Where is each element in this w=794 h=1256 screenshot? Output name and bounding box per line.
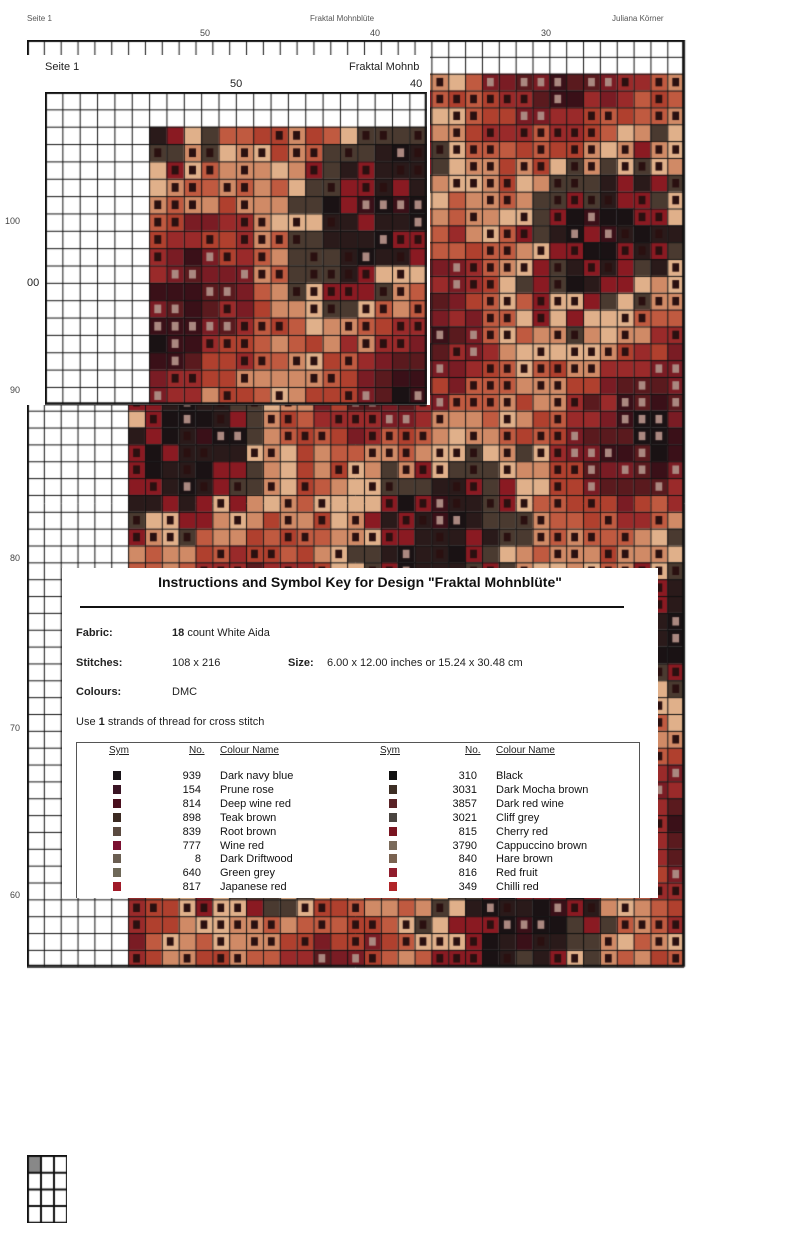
inner-page-label: Seite 1 [45,61,80,73]
symbol-swatch [389,785,397,794]
colour-name: Red fruit [496,867,538,880]
colour-number: 349 [458,881,477,894]
fabric-label: Fabric: [76,627,113,639]
colour-name: Deep wine red [220,797,291,810]
symbol-swatch [113,882,121,891]
colour-number: 817 [182,881,201,894]
page-overview-grid [27,1155,67,1223]
symbol-swatch [113,771,121,780]
axis-top-label: 50 [200,28,211,38]
colour-name: Prune rose [220,783,274,796]
stitches-value: 108 x 216 [172,657,221,669]
axis-left-label: 90 [10,385,21,395]
axis-left-label: 100 [5,216,21,226]
header-author: Juliana Körner [612,14,664,23]
strands-pre: Use [76,716,96,728]
size-label: Size: [288,657,314,669]
colours-value: DMC [172,686,198,698]
inner-pattern-grid [45,92,427,406]
colour-number: 3031 [452,783,477,796]
colour-name: Dark navy blue [220,770,294,782]
symbol-swatch [113,841,121,850]
axis-top-label: 40 [370,28,381,38]
symbol-swatch [389,841,397,850]
colour-number: 814 [182,797,201,810]
symbol-swatch [389,813,397,822]
axis-left-label: 80 [10,553,21,563]
col-name: Colour Name [496,745,555,756]
colour-number: 777 [182,839,201,852]
fabric-value: count White Aida [187,627,270,639]
fabric-count: 18 [172,627,185,639]
colour-number: 154 [182,783,201,796]
colour-number: 816 [458,867,477,880]
col-name: Colour Name [220,745,279,756]
symbol-swatch [389,799,397,808]
inner-axis-label: 00 [27,277,40,289]
symbol-swatch [113,827,121,836]
instructions-panel [62,568,658,898]
colour-name: Cherry red [496,825,548,838]
col-sym: Sym [380,745,400,756]
strands-post: strands of thread for cross stitch [107,716,265,728]
inner-axis-label: 50 [230,78,243,90]
header-title: Fraktal Mohnblüte [310,14,375,23]
axis-left-label: 60 [10,890,21,900]
symbol-swatch [389,854,397,863]
colours-label: Colours: [76,686,122,698]
colour-number: 8 [194,853,201,866]
colour-name: Black [496,770,523,782]
colour-name: Chilli red [496,881,539,894]
strands-count: 1 [98,716,105,728]
instructions-title: Instructions and Symbol Key for Design "Fraktal Mohnblüte" [158,574,562,590]
colour-number: 815 [458,825,477,838]
col-no: No. [465,745,481,756]
symbol-swatch [113,868,121,877]
axis-left-label: 70 [10,723,21,733]
symbol-swatch [113,799,121,808]
colour-number: 898 [182,811,201,824]
colour-number: 3857 [452,797,477,810]
colour-name: Wine red [220,839,265,852]
inner-page-preview [27,55,430,405]
col-no: No. [189,745,205,756]
symbol-swatch [113,813,121,822]
symbol-swatch [113,854,121,863]
colour-name: Japanese red [220,881,287,894]
symbol-swatch [389,882,397,891]
colour-number: 3021 [452,811,477,824]
symbol-swatch [389,771,397,780]
colour-name: Dark Mocha brown [496,783,589,796]
colour-number: 310 [458,770,477,782]
colour-number: 3790 [452,839,477,852]
colour-name: Dark Driftwood [220,853,293,866]
colour-number: 640 [182,867,201,880]
divider [80,606,624,608]
symbol-swatch [389,868,397,877]
colour-number: 840 [458,853,477,866]
col-sym: Sym [109,745,129,756]
size-value: 6.00 x 12.00 inches or 15.24 x 30.48 cm [327,657,523,669]
symbol-swatch [113,785,121,794]
colour-number: 939 [182,770,201,782]
colour-name: Root brown [220,825,277,838]
colour-number: 839 [182,825,201,838]
colour-name: Teak brown [220,811,277,824]
colour-name: Hare brown [496,853,553,866]
axis-top-label: 30 [541,28,552,38]
colour-name: Dark red wine [496,797,564,810]
symbol-key-table [76,742,640,898]
inner-axis-label: 40 [410,78,423,90]
colour-name: Green grey [220,867,276,880]
colour-name: Cappuccino brown [496,839,588,852]
symbol-swatch [389,827,397,836]
colour-name: Cliff grey [496,811,540,824]
header-page: Seite 1 [27,14,52,23]
inner-title: Fraktal Mohnb [349,61,420,73]
stitches-label: Stitches: [76,657,123,669]
